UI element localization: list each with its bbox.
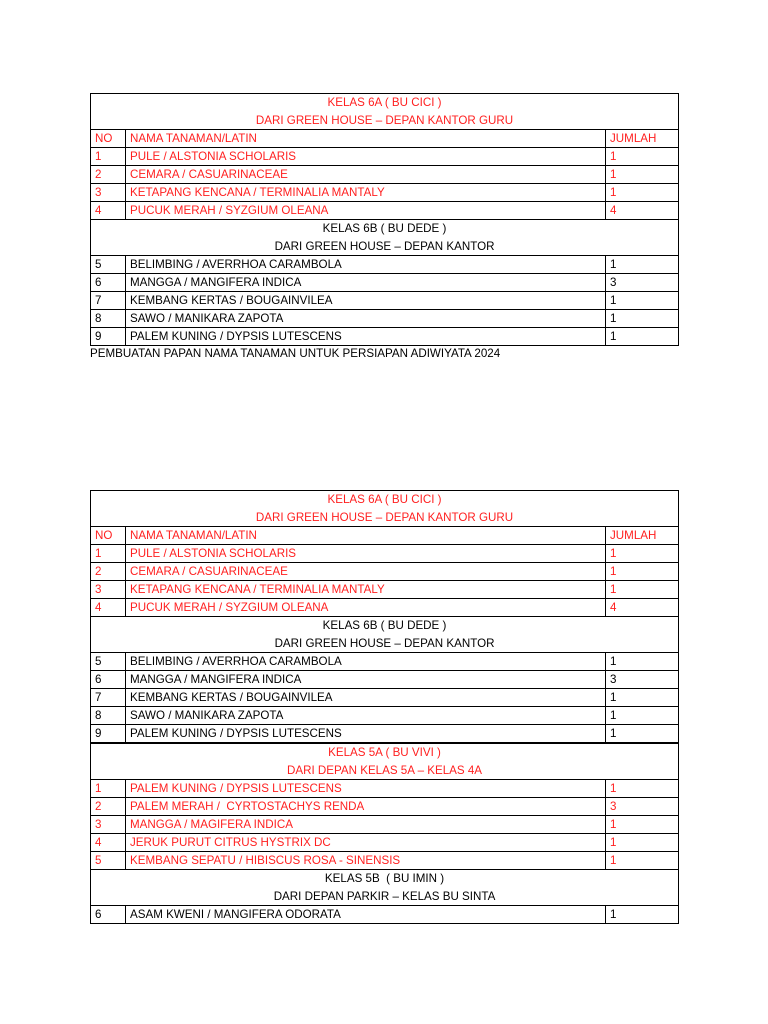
row-count: 3	[606, 798, 679, 816]
row-count: 1	[606, 707, 679, 725]
row-no: 3	[91, 184, 126, 202]
row-count: 1	[606, 725, 679, 744]
row-count: 1	[606, 653, 679, 671]
plant-table-1	[90, 93, 679, 346]
row-count: 1	[606, 780, 679, 798]
section-header	[91, 743, 679, 780]
row-no: 4	[91, 834, 126, 852]
row-count: 1	[606, 184, 679, 202]
section-title: KELAS 5A ( BU VIVI )	[328, 746, 441, 759]
section-header	[91, 94, 679, 130]
row-plant-name: MANGGA / MANGIFERA INDICA	[126, 274, 606, 292]
section-header	[91, 220, 679, 256]
row-no: 2	[91, 563, 126, 581]
row-no: 6	[91, 671, 126, 689]
row-plant-name: SAWO / MANIKARA ZAPOTA	[126, 310, 606, 328]
row-no: 6	[91, 906, 126, 924]
row-plant-name: KEMBANG KERTAS / BOUGAINVILEA	[126, 292, 606, 310]
row-plant-name: PALEM KUNING / DYPSIS LUTESCENS	[126, 780, 606, 798]
row-no: 5	[91, 256, 126, 274]
table-row	[91, 202, 679, 220]
row-no: 5	[91, 653, 126, 671]
row-count: 1	[606, 689, 679, 707]
section-route: DARI DEPAN PARKIR – KELAS BU SINTA	[273, 889, 496, 903]
section-title: KELAS 5B ( BU IMIN )	[324, 872, 445, 885]
row-no: 4	[91, 202, 126, 220]
row-no: 4	[91, 599, 126, 617]
row-count: 1	[606, 545, 679, 563]
row-count: 1	[606, 581, 679, 599]
row-no: 8	[91, 707, 126, 725]
section-route: DARI GREEN HOUSE – DEPAN KANTOR	[274, 239, 495, 253]
row-no: 6	[91, 274, 126, 292]
section-header	[91, 617, 679, 653]
row-plant-name: KEMBANG SEPATU / HIBISCUS ROSA - SINENSIS	[126, 852, 606, 870]
row-plant-name: KETAPANG KENCANA / TERMINALIA MANTALY	[126, 184, 606, 202]
row-count: 1	[606, 148, 679, 166]
table-row	[91, 653, 679, 671]
table-row	[91, 166, 679, 184]
row-plant-name: PUCUK MERAH / SYZGIUM OLEANA	[126, 202, 606, 220]
row-no: 2	[91, 166, 126, 184]
row-plant-name: SAWO / MANIKARA ZAPOTA	[126, 707, 606, 725]
table-row	[91, 581, 679, 599]
table-row	[91, 852, 679, 870]
table-row	[91, 310, 679, 328]
row-no: 3	[91, 816, 126, 834]
table-row	[91, 545, 679, 563]
row-plant-name: KEMBANG KERTAS / BOUGAINVILEA	[126, 689, 606, 707]
row-plant-name: PALEM KUNING / DYPSIS LUTESCENS	[126, 725, 606, 744]
row-plant-name: JERUK PURUT CITRUS HYSTRIX DC	[126, 834, 606, 852]
row-no: 7	[91, 689, 126, 707]
section-header	[91, 491, 679, 527]
row-count: 1	[606, 328, 679, 346]
table-row	[91, 798, 679, 816]
row-no: 3	[91, 581, 126, 599]
row-count: 3	[606, 274, 679, 292]
table-row	[91, 707, 679, 725]
row-no: 9	[91, 328, 126, 346]
table-row	[91, 563, 679, 581]
column-header-row	[91, 130, 679, 148]
row-plant-name: PULE / ALSTONIA SCHOLARIS	[126, 545, 606, 563]
row-count: 3	[606, 671, 679, 689]
table-row	[91, 256, 679, 274]
section-route: DARI GREEN HOUSE – DEPAN KANTOR	[274, 636, 495, 650]
row-plant-name: CEMARA / CASUARINACEAE	[126, 563, 606, 581]
row-count: 1	[606, 166, 679, 184]
section-title: KELAS 6B ( BU DEDE )	[322, 222, 447, 235]
row-count: 1	[606, 292, 679, 310]
table-row	[91, 725, 679, 744]
table-row	[91, 689, 679, 707]
row-plant-name: PULE / ALSTONIA SCHOLARIS	[126, 148, 606, 166]
row-count: 1	[606, 816, 679, 834]
plant-table-2	[90, 490, 679, 924]
section-header	[91, 870, 679, 906]
row-plant-name: CEMARA / CASUARINACEAE	[126, 166, 606, 184]
column-header-count: JUMLAH	[606, 130, 679, 148]
table-row	[91, 816, 679, 834]
row-count: 1	[606, 906, 679, 924]
table-row	[91, 780, 679, 798]
row-no: 1	[91, 148, 126, 166]
row-no: 9	[91, 725, 126, 744]
row-plant-name: PALEM MERAH / CYRTOSTACHYS RENDA	[126, 798, 606, 816]
row-plant-name: PUCUK MERAH / SYZGIUM OLEANA	[126, 599, 606, 617]
table-row	[91, 328, 679, 346]
row-plant-name: PALEM KUNING / DYPSIS LUTESCENS	[126, 328, 606, 346]
row-count: 1	[606, 563, 679, 581]
section-title: KELAS 6B ( BU DEDE )	[322, 619, 447, 632]
row-count: 1	[606, 834, 679, 852]
row-plant-name: BELIMBING / AVERRHOA CARAMBOLA	[126, 256, 606, 274]
document-caption: PEMBUATAN PAPAN NAMA TANAMAN UNTUK PERSIAPAN ADIWIYATA 2024	[90, 347, 501, 360]
section-route: DARI DEPAN KELAS 5A – KELAS 4A	[286, 763, 483, 777]
row-no: 2	[91, 798, 126, 816]
section-route: DARI GREEN HOUSE – DEPAN KANTOR GURU	[255, 510, 514, 524]
row-plant-name: ASAM KWENI / MANGIFERA ODORATA	[126, 906, 606, 924]
row-no: 8	[91, 310, 126, 328]
column-header-name: NAMA TANAMAN/LATIN	[126, 527, 606, 545]
table-row	[91, 148, 679, 166]
table-row	[91, 834, 679, 852]
row-no: 1	[91, 545, 126, 563]
column-header-row	[91, 527, 679, 545]
row-plant-name: MANGGA / MAGIFERA INDICA	[126, 816, 606, 834]
column-header-no: NO	[91, 130, 126, 148]
row-count: 1	[606, 256, 679, 274]
row-plant-name: BELIMBING / AVERRHOA CARAMBOLA	[126, 653, 606, 671]
row-count: 4	[606, 202, 679, 220]
section-route: DARI GREEN HOUSE – DEPAN KANTOR GURU	[255, 113, 514, 127]
row-no: 5	[91, 852, 126, 870]
row-plant-name: MANGGA / MANGIFERA INDICA	[126, 671, 606, 689]
row-plant-name: KETAPANG KENCANA / TERMINALIA MANTALY	[126, 581, 606, 599]
section-title: KELAS 6A ( BU CICI )	[327, 493, 442, 506]
table-row	[91, 184, 679, 202]
row-count: 4	[606, 599, 679, 617]
section-title: KELAS 6A ( BU CICI )	[327, 96, 442, 109]
column-header-count: JUMLAH	[606, 527, 679, 545]
table-row	[91, 292, 679, 310]
table-row	[91, 274, 679, 292]
column-header-name: NAMA TANAMAN/LATIN	[126, 130, 606, 148]
row-no: 1	[91, 780, 126, 798]
table-row	[91, 906, 679, 924]
row-no: 7	[91, 292, 126, 310]
table-row	[91, 671, 679, 689]
table-row	[91, 599, 679, 617]
column-header-no: NO	[91, 527, 126, 545]
row-count: 1	[606, 310, 679, 328]
row-count: 1	[606, 852, 679, 870]
